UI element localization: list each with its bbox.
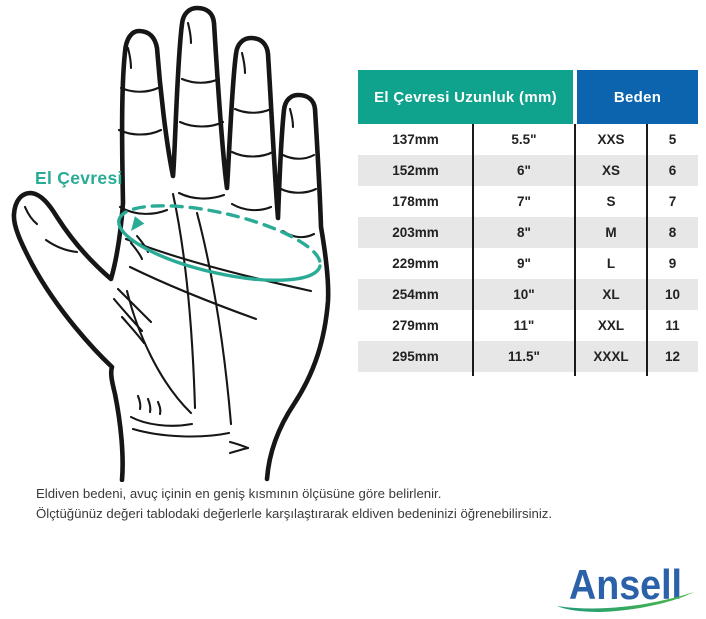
cell-size: XS — [601, 163, 620, 178]
cell-size: L — [606, 256, 616, 271]
cell-mm: 279mm — [392, 318, 439, 333]
column-divider — [574, 124, 576, 376]
cell-mm: 152mm — [392, 163, 439, 178]
cell-mm: 229mm — [392, 256, 439, 271]
header-circumference: El Çevresi Uzunluk (mm) — [358, 70, 573, 124]
cell-inch: 7" — [517, 194, 531, 209]
ansell-logotype: Ansell — [569, 561, 682, 608]
cell-inch: 11.5" — [508, 349, 540, 364]
cell-num: 9 — [668, 256, 677, 271]
column-divider — [646, 124, 648, 376]
cell-num: 5 — [668, 132, 677, 147]
cell-inch: 8" — [517, 225, 531, 240]
cell-inch: 10" — [513, 287, 535, 302]
cell-num: 7 — [668, 194, 677, 209]
cell-mm: 295mm — [392, 349, 439, 364]
column-divider — [472, 124, 474, 376]
cell-num: 8 — [668, 225, 677, 240]
cell-size: XL — [602, 287, 620, 302]
cell-size: S — [606, 194, 616, 209]
cell-num: 12 — [664, 349, 681, 364]
instruction-text — [36, 484, 552, 523]
cell-mm: 254mm — [392, 287, 439, 302]
hand-diagram — [0, 0, 360, 482]
header-size: Beden — [577, 70, 698, 124]
ansell-logo — [552, 556, 702, 618]
cell-mm: 203mm — [392, 225, 439, 240]
cell-num: 10 — [664, 287, 681, 302]
cell-mm: 178mm — [392, 194, 439, 209]
cell-inch: 6" — [517, 163, 531, 178]
cell-size: XXXL — [593, 349, 629, 364]
cell-inch: 9" — [517, 256, 531, 271]
instruction-line-2: Ölçtüğünüz değeri tablodaki değerlerle karşılaştırarak eldiven bedeninizi öğrenebilirsiniz. — [36, 505, 553, 521]
size-table-header — [358, 70, 698, 124]
size-table — [358, 70, 698, 372]
cell-inch: 5.5" — [511, 132, 537, 147]
cell-size: XXS — [597, 132, 625, 147]
cell-inch: 11" — [513, 318, 535, 333]
cell-size: M — [605, 225, 617, 240]
hand-outline — [14, 8, 328, 480]
cell-num: 6 — [668, 163, 677, 178]
cell-size: XXL — [597, 318, 625, 333]
instruction-line-1: Eldiven bedeni, avuç içinin en geniş kısmının ölçüsüne göre belirlenir. — [36, 486, 442, 501]
cell-num: 11 — [665, 318, 680, 333]
hand-measure-label: El Çevresi — [35, 168, 123, 188]
cell-mm: 137mm — [392, 132, 439, 147]
